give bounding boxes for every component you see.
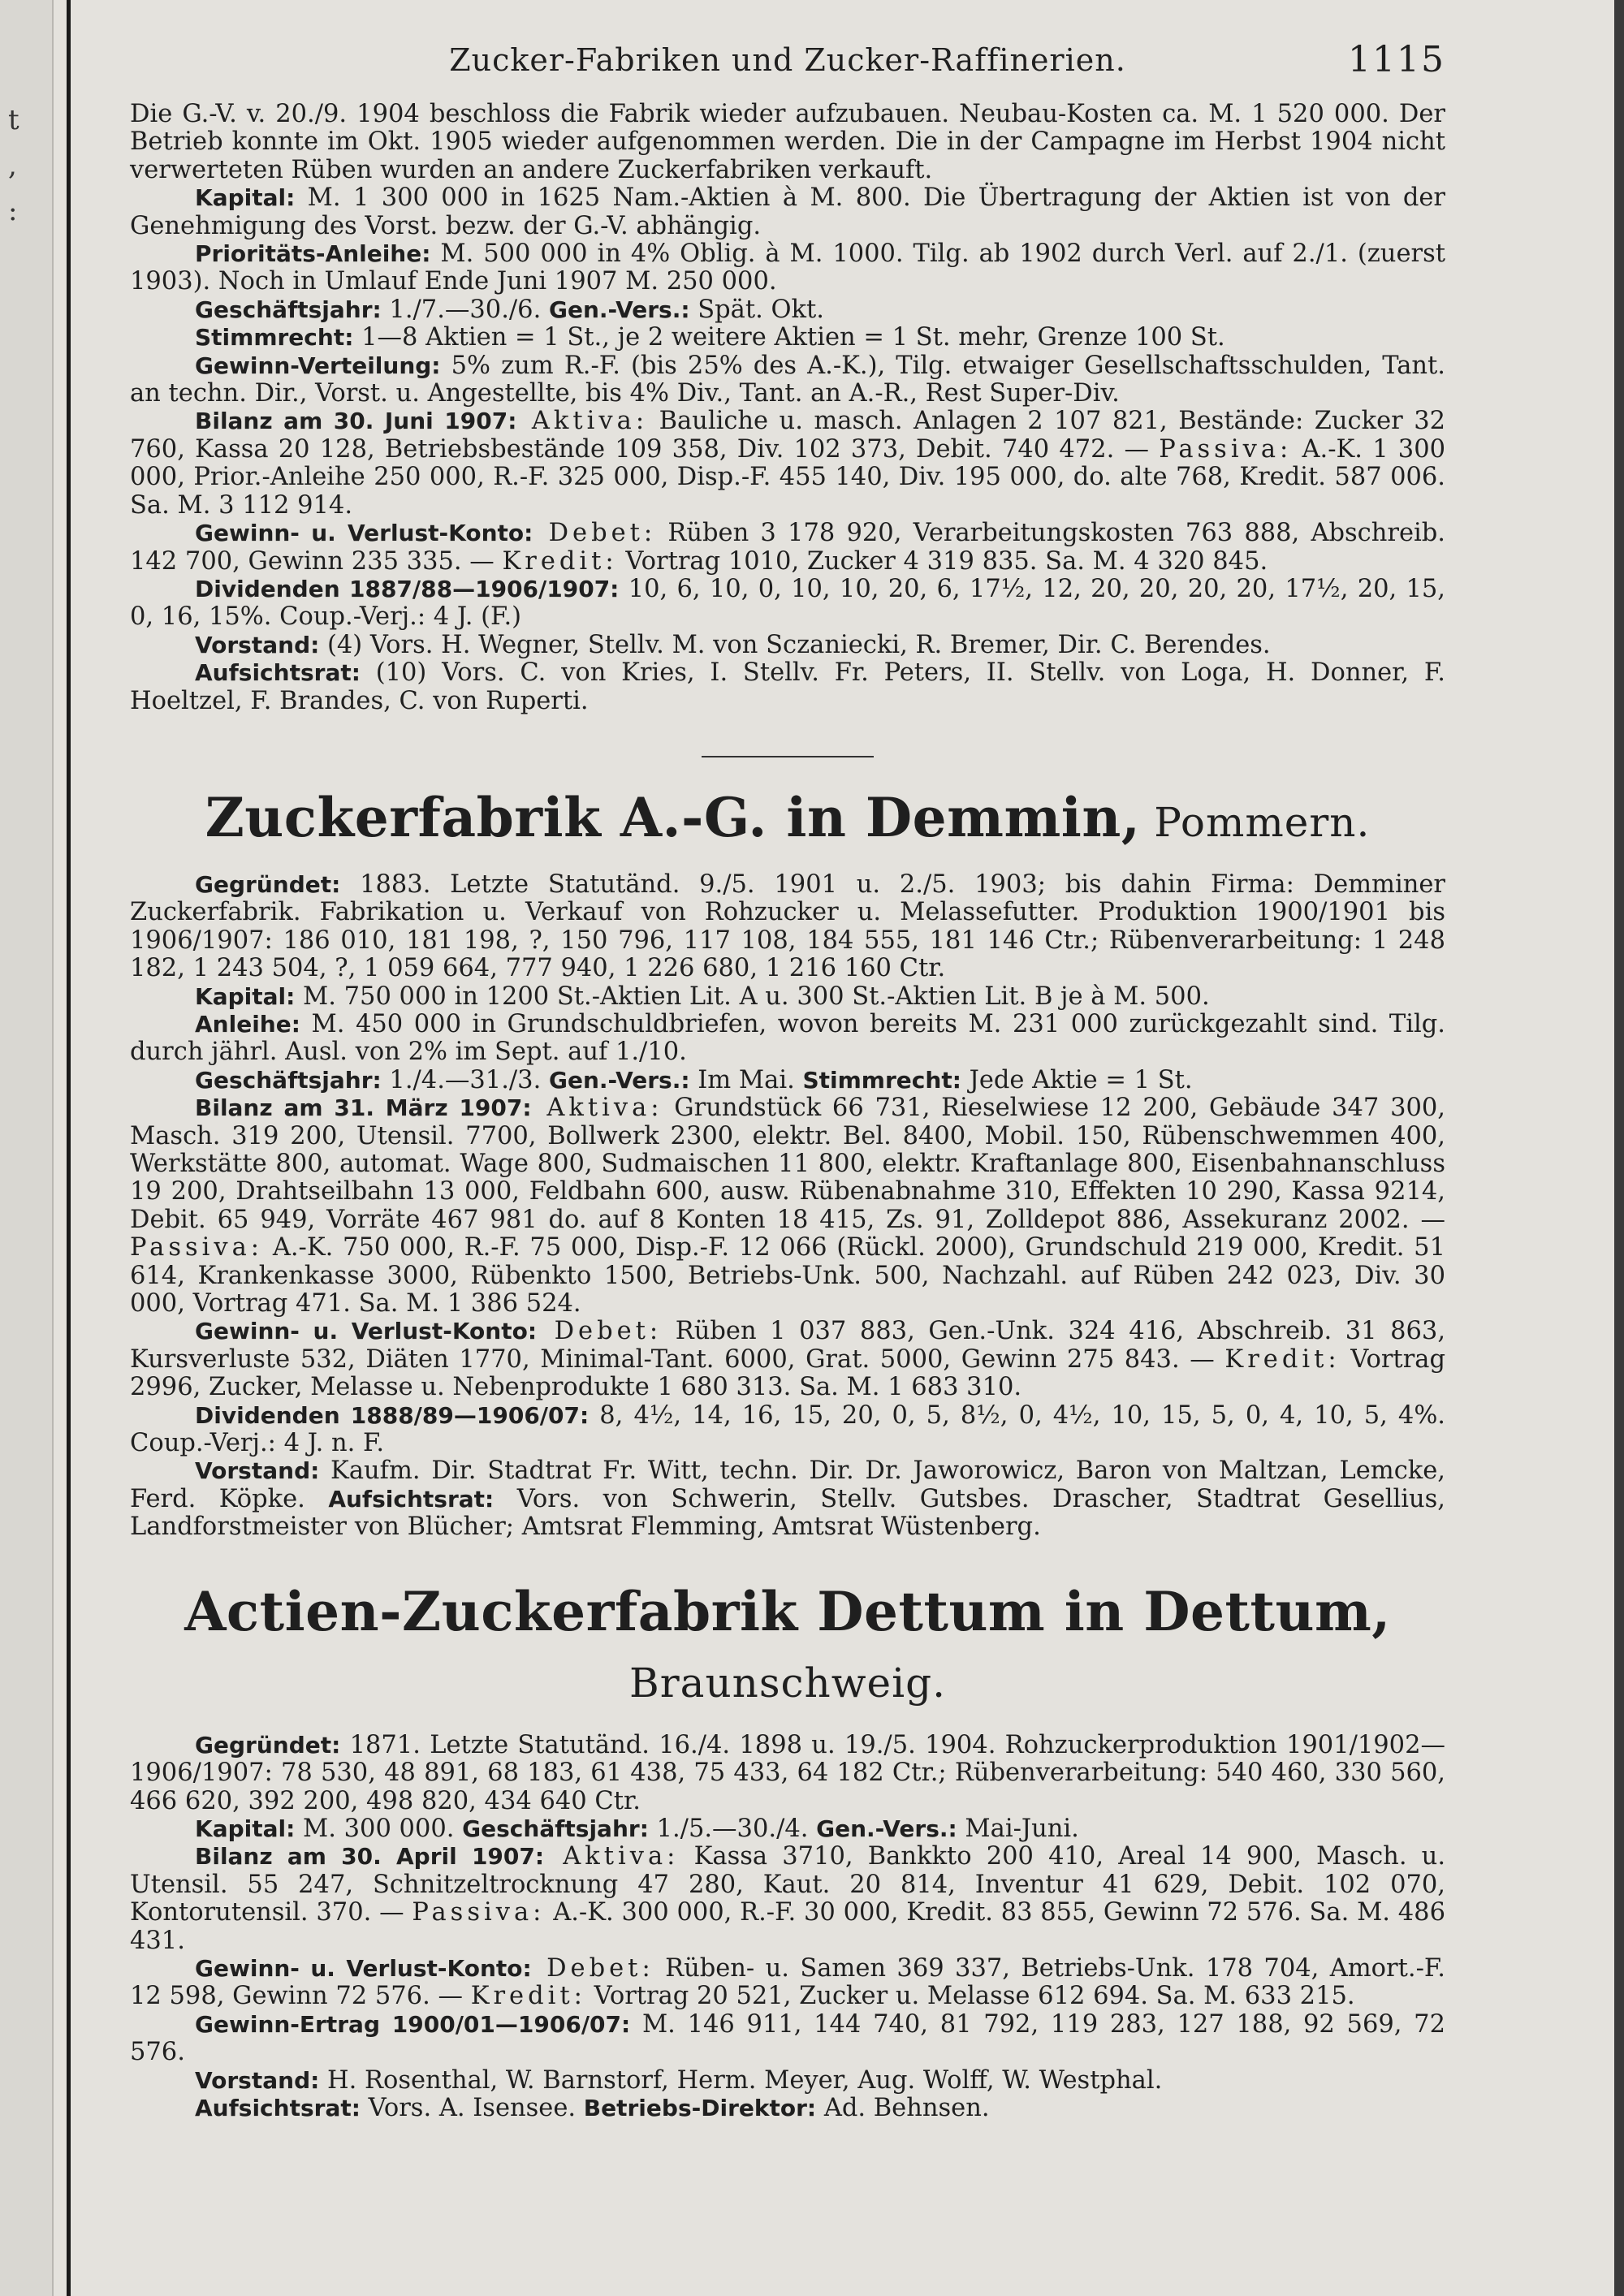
kapital-paragraph <box>130 184 1445 240</box>
entry-title <box>130 1581 1445 1714</box>
bilanz-paragraph <box>130 1843 1445 1955</box>
debet-label: Debet: <box>533 519 657 548</box>
field-label: Prioritäts-Anleihe: <box>195 240 431 268</box>
field-text: H. Rosenthal, W. Barnstorf, Herm. Meyer, Aug. Wolff, W. Westphal. <box>319 2065 1163 2095</box>
field-label: Vorstand: <box>195 631 320 658</box>
field-text: Ad. Behnsen. <box>816 2093 990 2122</box>
entry-demmin <box>130 787 1445 1542</box>
region-name: Pommern. <box>1140 798 1371 846</box>
guv-paragraph <box>130 1955 1445 2011</box>
field-text: Bauliche u. masch. Anlagen 2 107 821, Bestände: Zucker 32 760, Kassa 20 128, Betriebsbestände 109 358, Div. 102 373, Debit. 740 472. — <box>130 407 1446 464</box>
page <box>130 39 1445 2122</box>
field-label: Gegründet: <box>195 870 341 898</box>
field-label: Gewinn-Verteilung: <box>195 352 441 379</box>
field-label: Gen.-Vers.: <box>816 1815 957 1842</box>
field-label: Geschäftsjahr: <box>195 1066 382 1094</box>
geschaeftsjahr-paragraph <box>130 1067 1445 1094</box>
section-divider <box>702 756 874 757</box>
field-text: M. 300 000. <box>295 1814 463 1843</box>
field-text: 1883. Letzte Statutänd. 9./5. 1901 u. 2./5. 1903; bis dahin Firma: Demminer Zuckerfabrik. Fabrikation u. Verkauf von Rohzucker u. Melassefutter. Produktion 1900/1901 bis 1906/1907: 186 010, 181 198, ?, 150 796, 117 108, 184 555, 181 146 Ctr.; Rübenverarbeitung: 1 248 182, 1 243 504, ?, 1 059 664, 777 940, 1 226 680, 1 216 160 Ctr. <box>130 870 1445 983</box>
vorstand-paragraph <box>130 2067 1445 2095</box>
field-text: Im Mai. <box>689 1065 803 1094</box>
geschaeftsjahr-paragraph <box>130 296 1445 324</box>
field-label: Stimmrecht: <box>802 1066 961 1094</box>
field-label: Vorstand: <box>195 1457 320 1485</box>
margin-mark: , <box>8 149 17 182</box>
field-text: 1./5.—30./4. <box>648 1814 817 1843</box>
stimmrecht-paragraph <box>130 324 1445 352</box>
field-label: Bilanz am 31. März 1907: <box>195 1094 532 1122</box>
field-label: Aufsichtsrat: <box>195 2094 361 2121</box>
entry-continued <box>130 101 1445 715</box>
page-edge <box>1614 0 1624 2296</box>
running-title: Zucker-Fabriken und Zucker-Raffinerien. <box>449 42 1126 78</box>
field-label: Bilanz am 30. Juni 1907: <box>195 408 517 435</box>
field-text: Kaufm. Dir. Stadtrat Fr. Witt, techn. Dir. Dr. Jaworowicz, Baron von Maltzan, Lemcke, Ferd. Köpke. <box>130 1457 1445 1513</box>
field-text: Jede Aktie = 1 St. <box>961 1065 1193 1094</box>
margin-marks <box>8 97 41 234</box>
field-label: Dividenden 1888/89—1906/07: <box>195 1401 590 1429</box>
field-label: Vorstand: <box>195 2066 320 2094</box>
field-text: M. 450 000 in Grundschuldbriefen, wovon bereits M. 231 000 zurückgezahlt sind. Tilg. durch jährl. Ausl. von 2% im Sept. auf 1./10. <box>130 1009 1445 1067</box>
gegruendet-paragraph <box>130 871 1445 983</box>
bilanz-paragraph <box>130 1094 1445 1318</box>
vorstand-paragraph <box>130 632 1445 659</box>
dividenden-paragraph <box>130 1402 1445 1458</box>
field-label: Kapital: <box>195 982 296 1010</box>
field-text: M. 1 300 000 in 1625 Nam.-Aktien à M. 800. Die Übertragung der Aktien ist von der Genehmigung des Vorst. bezw. der G.-V. abhängig. <box>130 183 1445 240</box>
field-label: Gewinn- u. Verlust-Konto: <box>195 1318 538 1345</box>
kredit-label: Kredit: <box>1224 1344 1341 1374</box>
bilanz-paragraph <box>130 408 1445 520</box>
field-text: Rüben 3 178 920, Verarbeitungskosten 763 888, Abschreib. 142 700, Gewinn 235 335. — <box>130 519 1445 576</box>
guv-paragraph <box>130 1318 1445 1401</box>
company-name: Actien-Zuckerfabrik Dettum in Dettum, <box>184 1579 1391 1643</box>
aufsichtsrat-paragraph <box>130 2095 1445 2122</box>
field-text: Spät. Okt. <box>689 295 824 324</box>
field-text: A.-K. 750 000, R.-F. 75 000, Disp.-F. 12 066 (Rückl. 2000), Grundschuld 219 000, Kredit. 51 614, Krankenkasse 3000, Rübenkto 1500, Betriebs-Unk. 500, Nachzahl. auf Rüben 242 023, Div. 30 000, Vortrag 471. Sa. M. 1 386 524. <box>130 1233 1445 1318</box>
field-label: Aufsichtsrat: <box>195 659 361 687</box>
aktiva-label: Aktiva: <box>516 407 649 436</box>
field-text: 1871. Letzte Statutänd. 16./4. 1898 u. 19./5. 1904. Rohzuckerproduktion 1901/1902—1906/1907: 78 530, 48 891, 68 183, 61 438, 75 433, 64 182 Ctr.; Rübenverarbeitung: 540 460, 330 560, 466 620, 392 200, 498 820, 434 640 Ctr. <box>130 1730 1445 1815</box>
region-name: Braunschweig. <box>628 1659 946 1707</box>
field-label: Gen.-Vers.: <box>548 1066 690 1094</box>
field-text: Vors. A. Isensee. <box>360 2093 584 2122</box>
field-label: Gewinn- u. Verlust-Konto: <box>195 520 533 547</box>
field-label: Gewinn-Ertrag 1900/01—1906/07: <box>195 2010 631 2038</box>
field-text: Vortrag 20 521, Zucker u. Melasse 612 694. Sa. M. 633 215. <box>585 1982 1355 2011</box>
entry-dettum <box>130 1581 1445 2123</box>
kredit-label: Kredit: <box>502 546 618 576</box>
vertical-rule <box>67 0 71 2296</box>
field-text: 1./7.—30./6. <box>381 295 549 324</box>
gegruendet-paragraph <box>130 1732 1445 1815</box>
field-label: Gegründet: <box>195 1731 341 1759</box>
dividenden-paragraph <box>130 576 1445 632</box>
margin-mark: : <box>8 195 18 227</box>
vorstand-paragraph <box>130 1457 1445 1541</box>
prioritaets-anleihe-paragraph <box>130 240 1445 296</box>
field-label: Aufsichtsrat: <box>328 1485 495 1513</box>
passiva-label: Passiva: <box>1159 434 1293 464</box>
field-text: 5% zum R.-F. (bis 25% des A.-K.), Tilg. etwaiger Gesellschaftsschulden, Tant. an techn. Dir., Vorst. u. Angestellte, bis 4% Div., Tant. an A.-R., Rest Super-Div. <box>130 351 1445 408</box>
section-gap <box>130 1542 1445 1581</box>
aktiva-label: Aktiva: <box>544 1842 680 1871</box>
field-text: Vors. von Schwerin, Stellv. Gutsbes. Drascher, Stadtrat Gesellius, Landforstmeister von Blücher; Amtsrat Flemming, Amtsrat Wüstenberg. <box>130 1484 1445 1542</box>
field-label: Gewinn- u. Verlust-Konto: <box>195 1954 532 1982</box>
aktiva-label: Aktiva: <box>531 1094 663 1123</box>
gewinn-verteilung-paragraph <box>130 352 1445 408</box>
field-label: Kapital: <box>195 184 296 212</box>
field-label: Geschäftsjahr: <box>462 1815 649 1842</box>
field-text: Rüben- u. Samen 369 337, Betriebs-Unk. 178 704, Amort.-F. 12 598, Gewinn 72 576. — <box>130 1953 1445 2011</box>
field-text: Vortrag 2996, Zucker, Melasse u. Nebenprodukte 1 680 313. Sa. M. 1 683 310. <box>130 1344 1445 1402</box>
entry-title <box>130 787 1445 853</box>
field-text: 8, 4½, 14, 16, 15, 20, 0, 5, 8½, 0, 4½, 10, 15, 5, 0, 4, 10, 5, 4%. Coup.-Verj.: 4 J. n. F. <box>130 1400 1445 1458</box>
company-name: Zuckerfabrik A.-G. in Demmin, <box>205 785 1141 849</box>
field-text: M. 146 911, 144 740, 81 792, 119 283, 127 188, 92 569, 72 576. <box>130 2009 1445 2067</box>
guv-paragraph <box>130 520 1445 576</box>
aufsichtsrat-paragraph <box>130 659 1445 715</box>
field-label: Dividenden 1887/88—1906/1907: <box>195 575 620 602</box>
field-text: 10, 6, 10, 0, 10, 10, 20, 6, 17½, 12, 20, 20, 20, 20, 17½, 20, 15, 0, 16, 15%. Coup.-Verj.: 4 J. (F.) <box>130 574 1446 632</box>
field-label: Gen.-Vers.: <box>548 296 690 323</box>
margin-mark: t <box>8 104 19 136</box>
field-label: Bilanz am 30. April 1907: <box>195 1843 545 1871</box>
field-label: Anleihe: <box>195 1010 300 1038</box>
field-text: Mai-Juni. <box>957 1814 1079 1843</box>
field-label: Geschäftsjahr: <box>195 296 382 323</box>
running-head <box>130 39 1445 88</box>
field-text: A.-K. 1 300 000, Prior.-Anleihe 250 000, R.-F. 325 000, Disp.-F. 455 140, Div. 195 000, do. alte 768, Kredit. 587 006. Sa. M. 3 112 914. <box>130 434 1446 520</box>
field-label: Betriebs-Direktor: <box>583 2094 817 2121</box>
passiva-label: Passiva: <box>412 1898 546 1927</box>
left-margin <box>0 0 52 2296</box>
anleihe-paragraph <box>130 1011 1445 1067</box>
field-text: Grundstück 66 731, Rieselwiese 12 200, Gebäude 347 300, Masch. 319 200, Utensil. 7700, Bollwerk 2300, elektr. Bel. 8400, Mobil. 150, Rübenschwemmen 400, Werkstätte 800, automat. Wage 800, Sudmaischen 11 800, elektr. Kraftanlage 800, Eisenbahnanschluss 19 200, Drahtseilbahn 13 000, Feldbahn 600, ausw. Rübenabnahme 310, Effekten 10 290, Kassa 9214, Debit. 65 949, Vorräte 467 981 do. auf 8 Konten 18 415, Zs. 91, Zolldepot 886, Assekuranz 2002. — <box>130 1094 1445 1234</box>
page-number: 1115 <box>1348 39 1445 80</box>
field-text: 1—8 Aktien = 1 St., je 2 weitere Aktien = 1 St. mehr, Grenze 100 St. <box>353 323 1225 352</box>
debet-label: Debet: <box>531 1953 654 1983</box>
field-text: Vortrag 1010, Zucker 4 319 835. Sa. M. 4 320 845. <box>617 546 1268 576</box>
debet-label: Debet: <box>537 1317 663 1346</box>
history-paragraph: Die G.-V. v. 20./9. 1904 beschloss die Fabrik wieder aufzubauen. Neubau-Kosten ca. M. 1 520 000. Der Betrieb konnte im Okt. 1905 wieder aufgenommen werden. Die in der Campagne im Herbst 1904 nicht verwerteten Rüben wurden an andere Zuckerfabriken verkauft. <box>130 100 1445 184</box>
field-text: (4) Vors. H. Wegner, Stellv. M. von Sczaniecki, R. Bremer, Dir. C. Berendes. <box>319 630 1271 659</box>
field-text: A.-K. 300 000, R.-F. 30 000, Kredit. 83 855, Gewinn 72 576. Sa. M. 486 431. <box>130 1898 1445 1955</box>
field-text: M. 750 000 in 1200 St.-Aktien Lit. A u. 300 St.-Aktien Lit. B je à M. 500. <box>295 982 1210 1011</box>
field-text: Kassa 3710, Bankkto 200 410, Areal 14 900, Masch. u. Utensil. 55 247, Schnitzeltrocknung 47 280, Kaut. 20 814, Inventur 41 629, Debit. 102 070, Kontorutensil. 370. — <box>130 1842 1446 1927</box>
field-label: Stimmrecht: <box>195 324 354 352</box>
kredit-label: Kredit: <box>470 1982 586 2011</box>
margin-fold <box>52 0 54 2296</box>
kapital-paragraph <box>130 983 1445 1011</box>
passiva-label: Passiva: <box>130 1233 264 1262</box>
field-text: (10) Vors. C. von Kries, I. Stellv. Fr. Peters, II. Stellv. von Loga, H. Donner, F. Hoeltzel, F. Brandes, C. von Ruperti. <box>130 658 1445 715</box>
field-text: Rüben 1 037 883, Gen.-Unk. 324 416, Abschreib. 31 863, Kursverluste 532, Diäten 1770, Minimal-Tant. 6000, Grat. 5000, Gewinn 275 843. — <box>130 1317 1446 1374</box>
field-text: M. 500 000 in 4% Oblig. à M. 1000. Tilg. ab 1902 durch Verl. auf 2./1. (zuerst 1903). Noch in Umlauf Ende Juni 1907 M. 250 000. <box>130 240 1445 296</box>
field-label: Kapital: <box>195 1815 296 1842</box>
gewinn-ertrag-paragraph <box>130 2011 1445 2067</box>
field-text: 1./4.—31./3. <box>381 1065 549 1094</box>
kapital-paragraph <box>130 1815 1445 1843</box>
